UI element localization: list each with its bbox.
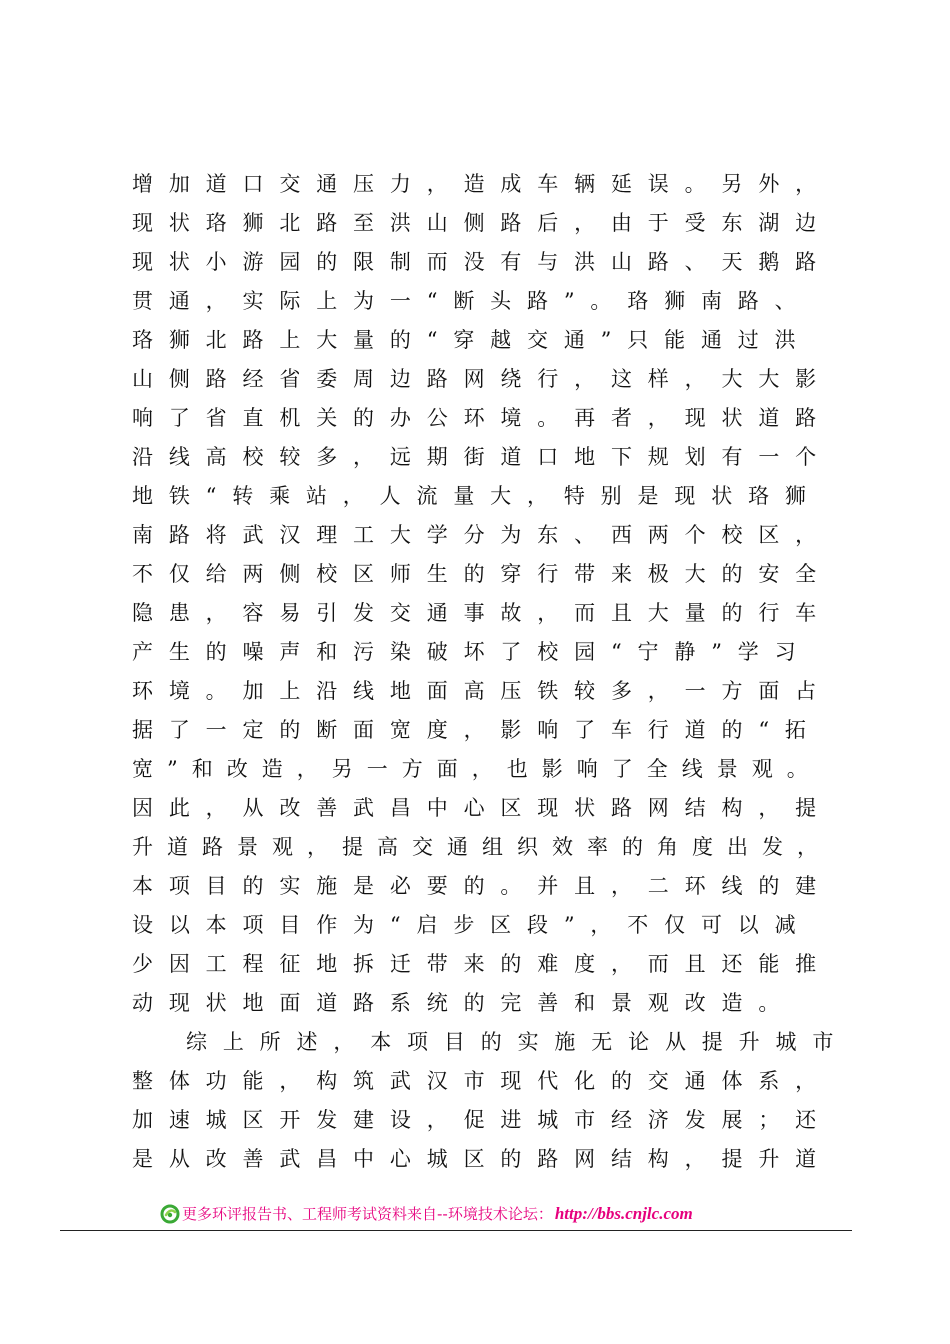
text-line-8: 沿线高校较多，远期街道口地下规划有一个 xyxy=(132,445,832,469)
text-line-11: 不仅给两侧校区师生的穿行带来极大的安全 xyxy=(132,562,832,586)
text-line-1: 增加道口交通压力，造成车辆延误。另外， xyxy=(132,172,832,196)
text-line-13: 产生的噪声和污染破坏了校园“宁静”学习 xyxy=(132,640,812,664)
footer-divider xyxy=(60,1230,852,1231)
forum-link[interactable]: http://bbs.cnjlc.com xyxy=(554,1204,693,1223)
text-line-4: 贯通，实际上为一“断头路”。珞狮南路、 xyxy=(132,289,812,313)
text-line-17: 因此，从改善武昌中心区现状路网结构，提 xyxy=(132,796,832,820)
text-line-18: 升道路景观，提高交通组织效率的角度出发， xyxy=(132,835,832,859)
green-swirl-logo-icon xyxy=(160,1204,180,1224)
footer-banner xyxy=(160,1202,693,1226)
text-line-2: 现状珞狮北路至洪山侧路后，由于受东湖边 xyxy=(132,211,832,235)
text-line-16: 宽”和改造，另一方面，也影响了全线景观。 xyxy=(132,757,822,781)
text-line-3: 现状小游园的限制而没有与洪山路、天鹅路 xyxy=(132,250,832,274)
text-line-24: 整体功能，构筑武汉市现代化的交通体系， xyxy=(132,1069,832,1093)
text-line-20: 设以本项目作为“启步区段”，不仅可以减 xyxy=(132,913,812,937)
text-line-5: 珞狮北路上大量的“穿越交通”只能通过洪 xyxy=(132,328,812,352)
text-line-14: 环境。加上沿线地面高压铁较多，一方面占 xyxy=(132,679,832,703)
text-line-15: 据了一定的断面宽度，影响了车行道的“拓 xyxy=(132,718,822,742)
text-line-26: 是从改善武昌中心城区的路网结构，提升道 xyxy=(132,1147,832,1171)
text-line-9: 地铁“转乘站，人流量大，特别是现状珞狮 xyxy=(132,484,822,508)
footer-text: 更多环评报告书、工程师考试资料来自--环境技术论坛： xyxy=(182,1205,553,1223)
text-line-23: 综上所述，本项目的实施无论从提升城市 xyxy=(186,1030,850,1054)
text-line-12: 隐患，容易引发交通事故，而且大量的行车 xyxy=(132,601,832,625)
text-line-22: 动现状地面道路系统的完善和景观改造。 xyxy=(132,991,796,1015)
text-line-6: 山侧路经省委周边路网绕行，这样，大大影 xyxy=(132,367,832,391)
text-line-19: 本项目的实施是必要的。并且，二环线的建 xyxy=(132,874,832,898)
text-line-7: 响了省直机关的办公环境。再者，现状道路 xyxy=(132,406,832,430)
text-line-25: 加速城区开发建设，促进城市经济发展；还 xyxy=(132,1108,832,1132)
text-line-10: 南路将武汉理工大学分为东、西两个校区， xyxy=(132,523,832,547)
text-line-21: 少因工程征地拆迁带来的难度，而且还能推 xyxy=(132,952,832,976)
